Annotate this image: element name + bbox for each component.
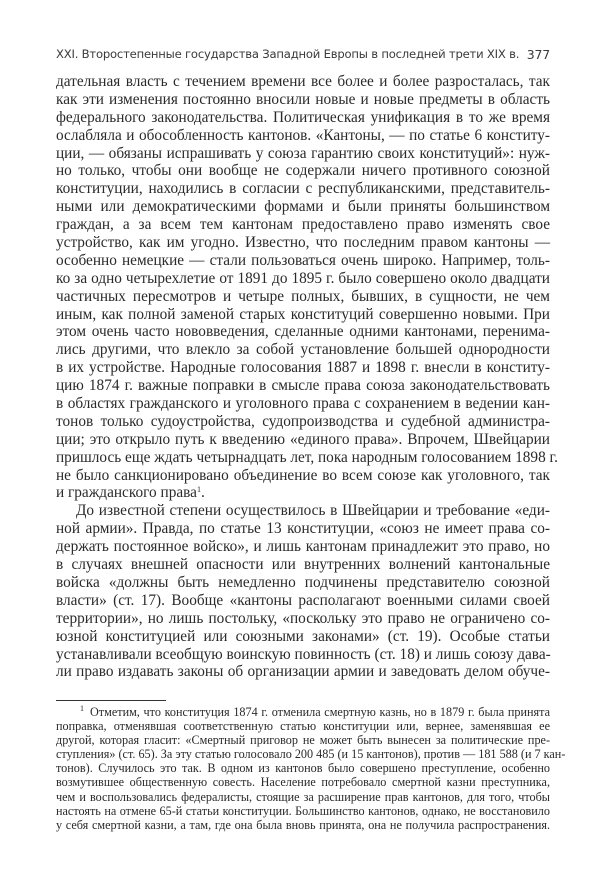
text-line (56, 162, 550, 180)
line-text: ной армии». Правда, по статье 13 конституции, «союз не имеет права со- (56, 520, 550, 538)
text-line (56, 323, 550, 341)
footnote (56, 704, 566, 832)
text-line (56, 775, 550, 789)
line-text: частичных пересмотров и четыре полных, бывших, в сущности, не чем (56, 287, 550, 305)
line-text: этом очень часто нововведения, сделанные одними кантонами, перенима- (56, 323, 550, 341)
line-text: как эти изменения постоянно вносили новые и новые предметы в область (56, 90, 550, 108)
line-text: ко за одно четырехлетие от 1891 до 1895 г. было совершено около двадцати (56, 269, 550, 287)
text-line (56, 252, 550, 270)
footnote-reference[interactable]: 1 (196, 485, 201, 495)
line-text: ослабляла и обособленность кантонов. «Кантоны, — по статье 6 конститу- (56, 126, 550, 144)
text-line (56, 761, 550, 775)
text-line (56, 705, 550, 719)
text-line (56, 341, 550, 359)
line-text: другой, которая гласит: «Смертный приговор не может быть вынесен за политические пре- (56, 733, 550, 748)
line-text: возмутившее общественную совесть. Население потребовало смертной казни преступника, (56, 775, 550, 790)
text-line (56, 73, 550, 91)
text-line (56, 198, 550, 216)
line-text: и гражданского права (56, 484, 197, 502)
line-text: До известной степени осуществилось в Швейцарии и требование «еди- (76, 502, 550, 520)
line-text: чем и воспользовались федералисты, стоящие за расширение прав кантонов, для того, чтобы (56, 789, 550, 804)
text-line (56, 431, 550, 449)
text-line (56, 502, 550, 520)
paragraph-1 (56, 73, 558, 484)
text-line (56, 818, 550, 832)
footnote-divider (56, 700, 166, 701)
line-text: ции, — обязаны испрашивать у союза гарантию своих конституций»: нуж- (56, 144, 550, 162)
line-text: устанавливали всеобщую воинскую повинность (ст. 18) и лишь союзу дава- (56, 645, 551, 663)
chapter-title: XXI. Второстепенные государства Западной Европы в последней трети XIX в. (56, 47, 520, 61)
line-text: держать постоянное войско», и лишь кантонам принадлежит это право, но (56, 538, 550, 556)
text-line (56, 733, 550, 747)
text-line (56, 270, 550, 288)
line-text: в их устройстве. Народные голосования 1887 и 1898 г. внесли в конститу- (56, 359, 550, 377)
footnote-number: 1 (80, 704, 84, 713)
text-line (56, 216, 550, 234)
text-line (56, 288, 550, 306)
line-text: лись другими, что влекло за собой установление большей однородности (56, 341, 550, 359)
line-text: поправка, отменявшая соответственную статью конституции или, вернее, заменявшая ее (56, 719, 550, 734)
text-line (56, 592, 550, 610)
text-line (56, 719, 550, 733)
text-line (56, 467, 550, 485)
line-text: цию 1874 г. важные поправки в смысле права союза законодательствовать (56, 377, 550, 395)
text-line (56, 234, 550, 252)
line-text: граждан, а за всем тем кантонам предоставлено право изменять свое (56, 216, 550, 234)
text-line (56, 790, 550, 804)
line-text: пришлось еще ждать четырнадцать лет, пока народным голосованием 1898 г. (56, 448, 558, 466)
line-text: Отметим, что конституция 1874 г. отменила смертную казнь, но в 1879 г. была принята (90, 705, 550, 719)
line-text: не было санкционировано объединение во всем союзе как уголовного, так (56, 466, 550, 484)
paragraph-2 (56, 502, 550, 681)
line-text: ступления» (ст. 65). За эту статью голосовало 200 485 (и 15 кантонов), против — 181 588 (и 7 кан- (56, 747, 566, 762)
line-text: у себя смертной казни, а там, где она была вновь принята, она не получила распространения. (56, 817, 550, 832)
text-line (56, 359, 550, 377)
text-line (56, 804, 550, 818)
text-line (56, 91, 550, 109)
text-line (56, 448, 558, 467)
line-text: дательная власть с течением времени все более и более разросталась, так (56, 73, 550, 90)
line-text: в областях гражданского и уголовного права с сохранением в ведении кан- (56, 395, 550, 413)
text-line (56, 127, 550, 145)
line-text: конституции, находились в согласии с республиканскими, представитель- (56, 180, 550, 198)
line-text: ными или демократическими формами и были приняты большинством (56, 198, 550, 216)
text-line (56, 180, 550, 198)
text-line (56, 306, 550, 324)
footnote-text (56, 704, 566, 832)
text-line (56, 556, 550, 574)
line-text: но только, чтобы они вообще не содержали ничего противного союзной (56, 162, 550, 180)
text-line (56, 610, 550, 628)
line-text: тонов только судоустройства, судопроизводства и судебной администра- (56, 412, 550, 430)
running-header (56, 47, 550, 62)
text-line (56, 646, 550, 664)
text-line (56, 520, 550, 538)
line-text: тонов). Случилось это так. В одном из кантонов было совершено преступление, особенно (56, 761, 550, 776)
text-line (56, 484, 550, 502)
line-text: иным, как полной заменой старых конституций совершенно новыми. При (56, 305, 550, 323)
page-number: 377 (526, 47, 550, 62)
text-line (56, 538, 550, 556)
line-text: территории», но лишь постольку, «поскольку это право не ограничено со- (56, 609, 550, 627)
text-line (56, 395, 550, 413)
line-text: настоять на отмене 65-й статьи конституции. Большинство кантонов, однако, не восстановило (56, 803, 550, 818)
text-line (56, 747, 566, 762)
line-text: власти» (ст. 17). Вообще «кантоны располагают военными силами своей (56, 591, 550, 609)
line-text: федерального законодательства. Политическая унификация в то же время (56, 108, 550, 126)
line-text: в случаях внешней опасности или внутренних волнений кантональные (56, 556, 550, 574)
text-line (56, 109, 550, 127)
text-line (56, 413, 550, 431)
line-text: особенно немецкие — стали пользоваться очень широко. Например, толь- (56, 251, 550, 269)
text-line (56, 377, 550, 395)
text-line (56, 663, 550, 681)
line-end: . (200, 484, 205, 502)
text-line (56, 145, 550, 163)
text-line (56, 628, 550, 646)
text-line (56, 574, 550, 592)
line-text: войска «должны быть немедленно подчинены представителю союзной (56, 573, 550, 591)
main-text (56, 73, 558, 681)
line-text: ли право издавать законы об организации армии и заведовать делом обуче- (56, 663, 550, 681)
line-text: устройство, как им угодно. Известно, что последним правом кантоны — (56, 234, 550, 252)
line-text: ции; это открыло путь к введению «единого права». Впрочем, Швейцарии (56, 430, 550, 448)
line-text: юзной конституцией или союзными законами» (ст. 19). Особые статьи (56, 627, 550, 645)
